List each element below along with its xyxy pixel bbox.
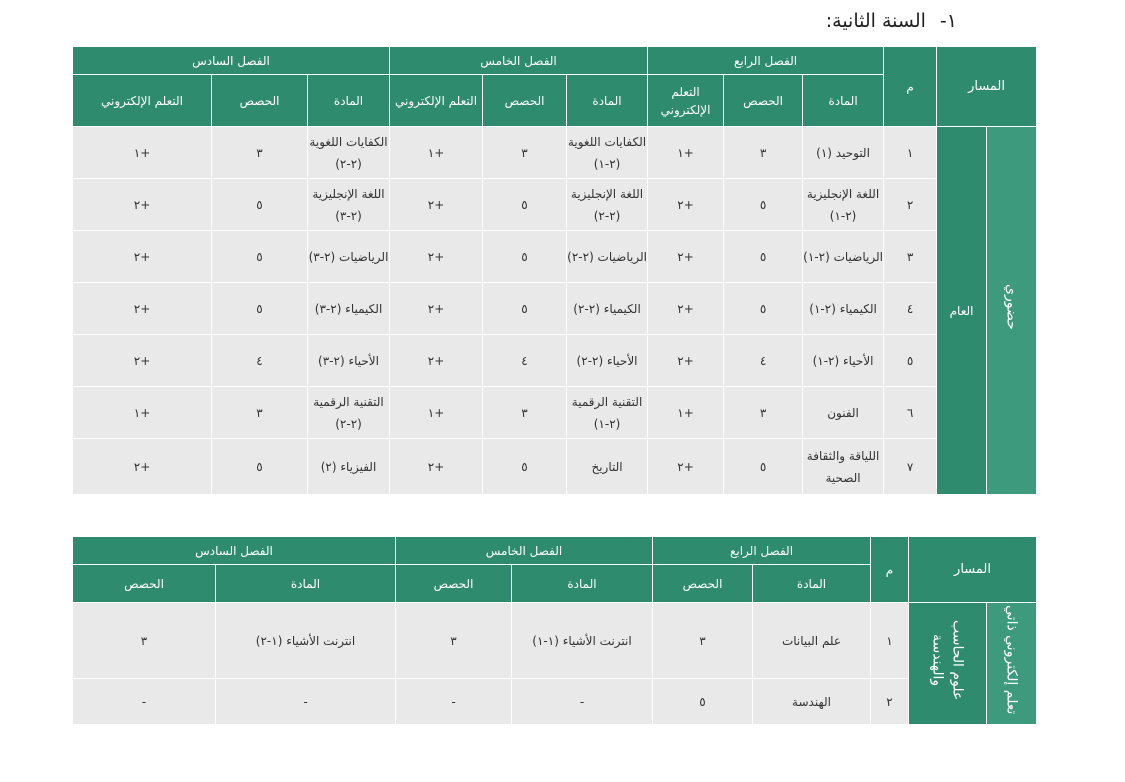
periods-cell: ٥ xyxy=(483,231,567,283)
track-header: المسار xyxy=(937,47,1037,127)
subject-cell: الكيمياء (٢-١) xyxy=(803,283,884,335)
periods-cell: ٣ xyxy=(212,127,308,179)
periods-cell: - xyxy=(73,679,216,725)
periods-cell: ٣ xyxy=(483,127,567,179)
track-attendance-cell xyxy=(987,127,1037,495)
elearning-cell: +٢ xyxy=(648,231,724,283)
subject-cell: التاريخ xyxy=(567,439,648,495)
section-heading xyxy=(826,10,957,32)
subject-cell: الأحياء (٢-٢) xyxy=(567,335,648,387)
subject-cell: انترنت الأشياء (١-١) xyxy=(512,603,653,679)
elearning-cell: +١ xyxy=(648,387,724,439)
periods-header: الحصص xyxy=(73,565,216,603)
periods-cell: ٥ xyxy=(483,439,567,495)
track-elearning-cell xyxy=(987,603,1037,725)
subject-cell: التقنية الرقمية (٢-١) xyxy=(567,387,648,439)
elearning-header: التعلم الإلكتروني xyxy=(390,75,483,127)
periods-cell: ٣ xyxy=(724,387,803,439)
elearning-header: التعلم الإلكتروني xyxy=(648,75,724,127)
periods-cell: - xyxy=(396,679,512,725)
subject-cell: اللغة الإنجليزية (٢-٢) xyxy=(567,179,648,231)
elearning-cell: +١ xyxy=(73,127,212,179)
subject-cell: اللغة الإنجليزية (٢-١) xyxy=(803,179,884,231)
semester-5-header: الفصل الخامس xyxy=(396,537,653,565)
periods-cell: ٥ xyxy=(724,439,803,495)
subject-cell: الفيزياء (٢) xyxy=(308,439,390,495)
periods-header: الحصص xyxy=(396,565,512,603)
elearning-cell: +١ xyxy=(73,387,212,439)
subject-cell: انترنت الأشياء (١-٢) xyxy=(216,603,396,679)
row-index: ٧ xyxy=(884,439,937,495)
periods-cell: ٥ xyxy=(724,283,803,335)
periods-cell: ٥ xyxy=(212,231,308,283)
periods-cell: ٥ xyxy=(724,179,803,231)
year-two-plan-table xyxy=(72,46,1037,495)
track-elearning-label: تعلم إلكتروني ذاتي xyxy=(1003,605,1020,715)
elearning-cell: +٢ xyxy=(648,179,724,231)
row-index: ٢ xyxy=(884,179,937,231)
elearning-cell: +٢ xyxy=(73,439,212,495)
periods-header: الحصص xyxy=(724,75,803,127)
subject-cell: الهندسة xyxy=(753,679,871,725)
periods-cell: ٥ xyxy=(724,231,803,283)
subject-header: المادة xyxy=(512,565,653,603)
semester-6-header: الفصل السادس xyxy=(73,537,396,565)
index-header: م xyxy=(871,537,909,603)
subject-cell: اللغة الإنجليزية (٢-٣) xyxy=(308,179,390,231)
subject-cell: الرياضيات (٢-٣) xyxy=(308,231,390,283)
elearning-cell: +٢ xyxy=(390,179,483,231)
periods-cell: ٥ xyxy=(483,283,567,335)
semester-4-header: الفصل الرابع xyxy=(648,47,884,75)
subject-header: المادة xyxy=(803,75,884,127)
elearning-track-table xyxy=(72,536,1037,725)
row-index: ١ xyxy=(871,603,909,679)
elearning-cell: +٢ xyxy=(390,231,483,283)
elearning-cell: +٢ xyxy=(73,231,212,283)
subject-cell: الأحياء (٢-٣) xyxy=(308,335,390,387)
subject-header: المادة xyxy=(216,565,396,603)
elearning-cell: +٢ xyxy=(648,439,724,495)
subject-header: المادة xyxy=(567,75,648,127)
semester-6-header: الفصل السادس xyxy=(73,47,390,75)
heading-number: ١- xyxy=(939,10,957,32)
elearning-cell: +٢ xyxy=(73,335,212,387)
row-index: ٥ xyxy=(884,335,937,387)
track-subtrack-label: علوم الحاسب والهندسة xyxy=(929,619,966,701)
periods-cell: ٥ xyxy=(653,679,753,725)
elearning-cell: +٢ xyxy=(73,283,212,335)
subject-header: المادة xyxy=(308,75,390,127)
subject-cell: - xyxy=(512,679,653,725)
elearning-cell: +٢ xyxy=(390,283,483,335)
subject-cell: - xyxy=(216,679,396,725)
periods-cell: ٣ xyxy=(653,603,753,679)
periods-cell: ٣ xyxy=(483,387,567,439)
row-index: ٣ xyxy=(884,231,937,283)
elearning-cell: +١ xyxy=(390,387,483,439)
subject-cell: التوحيد (١) xyxy=(803,127,884,179)
periods-header: الحصص xyxy=(653,565,753,603)
periods-cell: ٤ xyxy=(212,335,308,387)
periods-cell: ٥ xyxy=(212,439,308,495)
subject-cell: الكفايات اللغوية (٢-٢) xyxy=(308,127,390,179)
periods-cell: ٣ xyxy=(724,127,803,179)
heading-title: السنة الثانية: xyxy=(825,10,926,32)
index-header: م xyxy=(884,47,937,127)
track-header: المسار xyxy=(909,537,1037,603)
periods-header: الحصص xyxy=(483,75,567,127)
track-attendance-label: حضوري xyxy=(1003,284,1020,330)
periods-cell: ٥ xyxy=(212,283,308,335)
elearning-cell: +٢ xyxy=(648,335,724,387)
track-subtrack-cell xyxy=(909,603,987,725)
semester-4-header: الفصل الرابع xyxy=(653,537,871,565)
subject-header: المادة xyxy=(753,565,871,603)
subject-cell: الرياضيات (٢-١) xyxy=(803,231,884,283)
elearning-cell: +٢ xyxy=(648,283,724,335)
subject-cell: الأحياء (٢-١) xyxy=(803,335,884,387)
periods-header: الحصص xyxy=(212,75,308,127)
elearning-cell: +١ xyxy=(648,127,724,179)
periods-cell: ٥ xyxy=(212,179,308,231)
elearning-cell: +٢ xyxy=(390,335,483,387)
elearning-cell: +١ xyxy=(390,127,483,179)
subject-cell: اللياقة والثقافة الصحية xyxy=(803,439,884,495)
periods-cell: ٤ xyxy=(483,335,567,387)
elearning-header: التعلم الإلكتروني xyxy=(73,75,212,127)
periods-cell: ٣ xyxy=(212,387,308,439)
row-index: ١ xyxy=(884,127,937,179)
semester-5-header: الفصل الخامس xyxy=(390,47,648,75)
track-general-cell: العام xyxy=(937,127,987,495)
periods-cell: ٣ xyxy=(396,603,512,679)
subject-cell: الكفايات اللغوية (٢-١) xyxy=(567,127,648,179)
subject-cell: الكيمياء (٢-٣) xyxy=(308,283,390,335)
periods-cell: ٥ xyxy=(483,179,567,231)
row-index: ٢ xyxy=(871,679,909,725)
elearning-cell: +٢ xyxy=(390,439,483,495)
subject-cell: الرياضيات (٢-٢) xyxy=(567,231,648,283)
subject-cell: الكيمياء (٢-٢) xyxy=(567,283,648,335)
periods-cell: ٤ xyxy=(724,335,803,387)
row-index: ٤ xyxy=(884,283,937,335)
periods-cell: ٣ xyxy=(73,603,216,679)
subject-cell: الفنون xyxy=(803,387,884,439)
row-index: ٦ xyxy=(884,387,937,439)
elearning-cell: +٢ xyxy=(73,179,212,231)
subject-cell: التقنية الرقمية (٢-٢) xyxy=(308,387,390,439)
subject-cell: علم البيانات xyxy=(753,603,871,679)
